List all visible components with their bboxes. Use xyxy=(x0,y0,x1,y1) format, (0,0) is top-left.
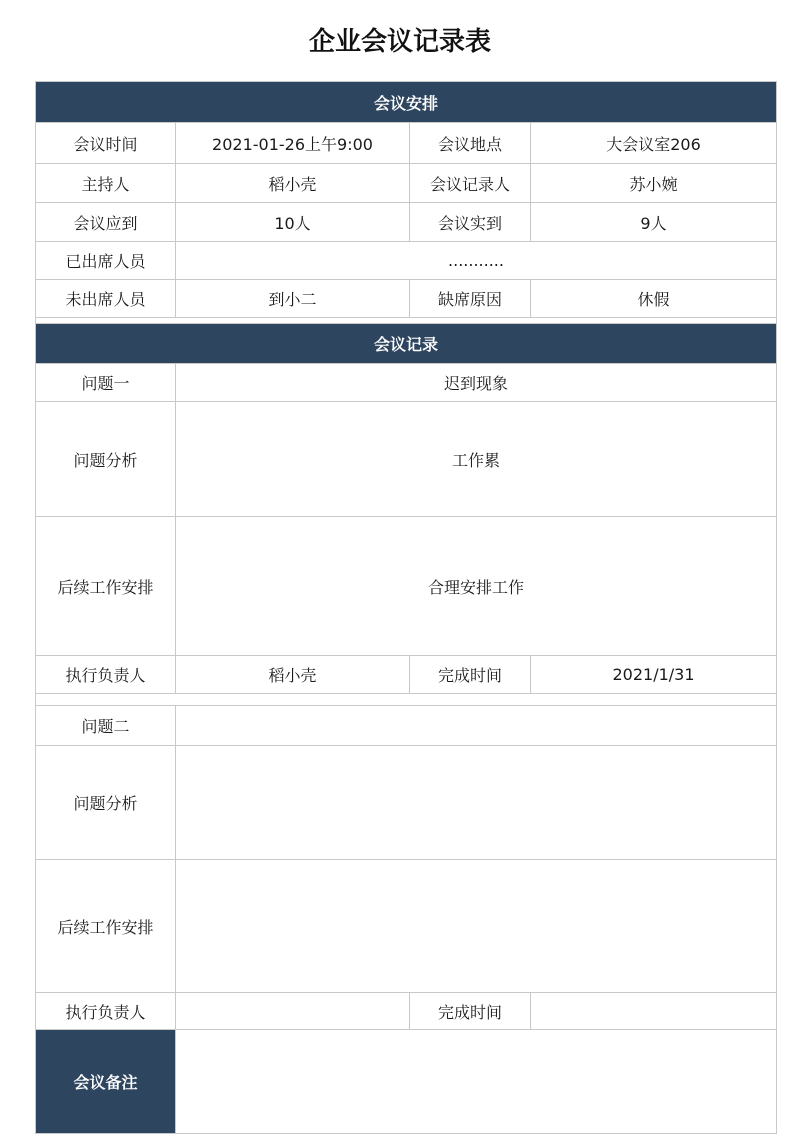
issue-2-label: 问题二 xyxy=(36,706,176,746)
issue-2-cell[interactable] xyxy=(176,706,777,746)
table-row xyxy=(36,280,777,318)
arrangement-header-row xyxy=(36,82,777,123)
page-title: 企业会议记录表 xyxy=(308,27,491,57)
table-row xyxy=(36,517,777,656)
actual-attendance-label: 会议实到 xyxy=(410,203,531,242)
section-header-record: 会议记录 xyxy=(36,324,777,364)
issue-1-analysis-label: 问题分析 xyxy=(36,402,176,517)
table-row xyxy=(36,993,777,1030)
section-header-arrangement: 会议安排 xyxy=(36,82,777,123)
issue-2-deadline-cell[interactable] xyxy=(531,993,777,1030)
table-row xyxy=(36,402,777,517)
host-cell[interactable]: 稻小壳 xyxy=(176,164,410,203)
table-row xyxy=(36,860,777,993)
expected-attendance-cell[interactable]: 10人 xyxy=(176,203,410,242)
issue-2-owner-label: 执行负责人 xyxy=(36,993,176,1030)
absentees-cell[interactable]: 到小二 xyxy=(176,280,410,318)
recorder-cell[interactable]: 苏小婉 xyxy=(531,164,777,203)
host-label: 主持人 xyxy=(36,164,176,203)
issue-1-owner-label: 执行负责人 xyxy=(36,656,176,694)
issue-2-analysis-label: 问题分析 xyxy=(36,746,176,860)
issue-1-analysis-cell[interactable]: 工作累 xyxy=(176,402,777,517)
meeting-time-cell[interactable]: 2021-01-26上午9:00 xyxy=(176,123,410,164)
table-row xyxy=(36,746,777,860)
table-row xyxy=(36,242,777,280)
table-row xyxy=(36,1030,777,1134)
spacer-cell xyxy=(36,694,777,706)
issue-2-analysis-cell[interactable] xyxy=(176,746,777,860)
table-row xyxy=(36,706,777,746)
meeting-notes-label: 会议备注 xyxy=(36,1030,176,1134)
table-row xyxy=(36,164,777,203)
table-row xyxy=(36,123,777,164)
issue-1-label: 问题一 xyxy=(36,364,176,402)
absence-reason-label: 缺席原因 xyxy=(410,280,531,318)
issue-1-followup-label: 后续工作安排 xyxy=(36,517,176,656)
absence-reason-cell[interactable]: 休假 xyxy=(531,280,777,318)
issue-2-followup-cell[interactable] xyxy=(176,860,777,993)
spacer-row xyxy=(36,694,777,706)
table-row xyxy=(36,364,777,402)
expected-attendance-label: 会议应到 xyxy=(36,203,176,242)
meeting-notes-cell[interactable] xyxy=(176,1030,777,1134)
issue-1-owner-cell[interactable]: 稻小壳 xyxy=(176,656,410,694)
issue-1-cell[interactable]: 迟到现象 xyxy=(176,364,777,402)
meeting-time-label: 会议时间 xyxy=(36,123,176,164)
meeting-record-table xyxy=(35,81,777,1134)
record-header-row xyxy=(36,324,777,364)
issue-2-deadline-label: 完成时间 xyxy=(410,993,531,1030)
absentees-label: 未出席人员 xyxy=(36,280,176,318)
issue-2-followup-label: 后续工作安排 xyxy=(36,860,176,993)
attendees-label: 已出席人员 xyxy=(36,242,176,280)
issue-1-deadline-label: 完成时间 xyxy=(410,656,531,694)
actual-attendance-cell[interactable]: 9人 xyxy=(531,203,777,242)
meeting-location-label: 会议地点 xyxy=(410,123,531,164)
meeting-location-cell[interactable]: 大会议室206 xyxy=(531,123,777,164)
issue-2-owner-cell[interactable] xyxy=(176,993,410,1030)
table-row xyxy=(36,203,777,242)
issue-1-followup-cell[interactable]: 合理安排工作 xyxy=(176,517,777,656)
table-row xyxy=(36,656,777,694)
recorder-label: 会议记录人 xyxy=(410,164,531,203)
attendees-cell[interactable]: ........... xyxy=(176,242,777,280)
issue-1-deadline-cell[interactable]: 2021/1/31 xyxy=(531,656,777,694)
